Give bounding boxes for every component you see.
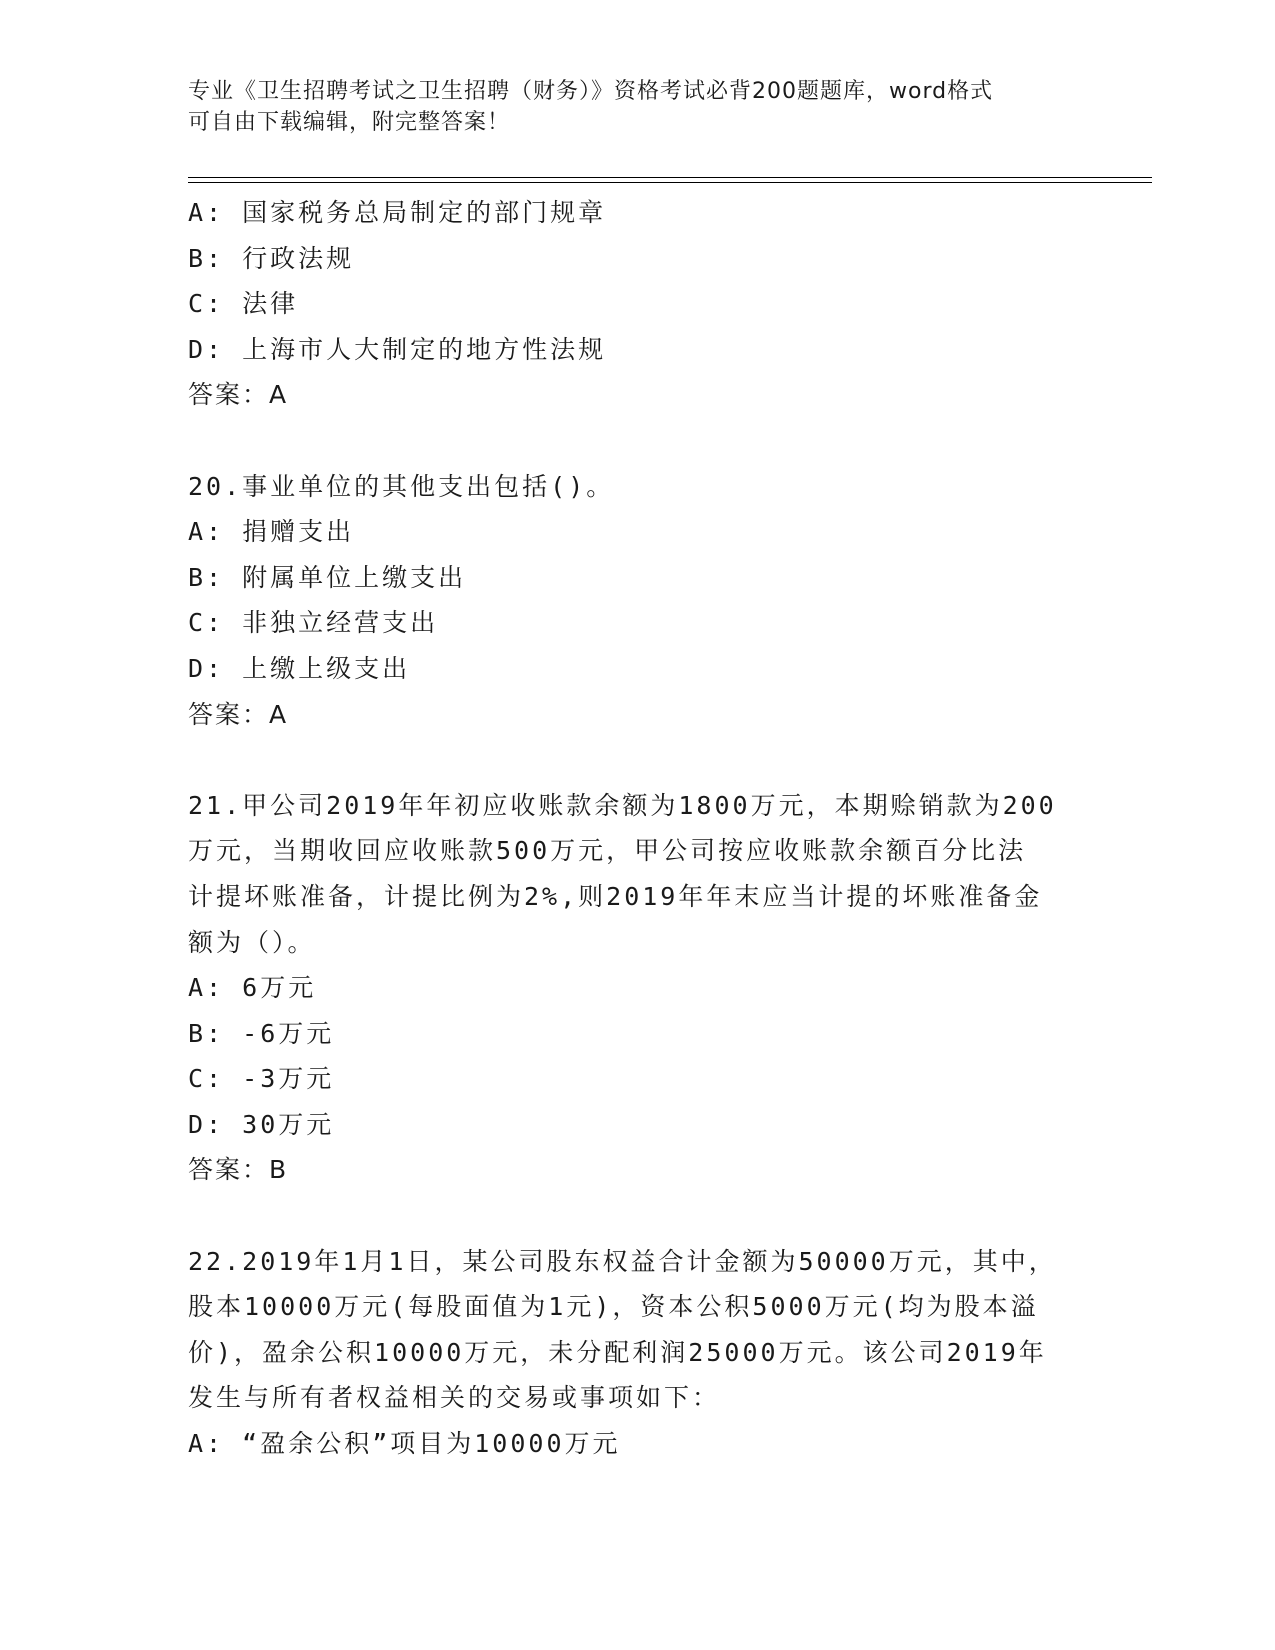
option-c: C: -3万元 <box>188 1064 335 1094</box>
question-text-line: 22.2019年1月1日，某公司股东权益合计金额为50000万元，其中， <box>188 1246 1057 1276</box>
question-text-line: 额为（）。 <box>188 927 316 957</box>
option-b: B: -6万元 <box>188 1018 335 1048</box>
question-20 <box>188 464 1068 738</box>
answer: 答案：B <box>188 1155 289 1185</box>
question-text-line: 价)，盈余公积10000万元，未分配利润25000万元。该公司2019年 <box>188 1337 1047 1367</box>
answer: 答案：A <box>188 380 289 410</box>
question-text-line: 股本10000万元(每股面值为1元)，资本公积5000万元(均为股本溢 <box>188 1292 1039 1322</box>
header-rule-bottom <box>188 182 1152 183</box>
question-text-line: 万元，当期收回应收账款500万元，甲公司按应收账款余额百分比法 <box>188 836 1027 866</box>
option-a: A: “盈余公积”项目为10000万元 <box>188 1429 621 1459</box>
question-19 <box>188 190 1068 418</box>
question-text-line: 21.甲公司2019年年初应收账款余额为1800万元，本期赊销款为200 <box>188 790 1057 820</box>
option-b: B: 行政法规 <box>188 243 355 273</box>
header-line-2: 可自由下载编辑，附完整答案！ <box>188 110 511 135</box>
option-d: D: 上缴上级支出 <box>188 653 411 683</box>
question-text-line: 发生与所有者权益相关的交易或事项如下： <box>188 1383 721 1413</box>
header-rule-top <box>188 177 1152 178</box>
question-list <box>188 190 1068 1467</box>
question-text-line: 计提坏账准备，计提比例为2%,则2019年年末应当计提的坏账准备金 <box>188 881 1043 911</box>
option-a: A: 国家税务总局制定的部门规章 <box>188 198 607 227</box>
answer: 答案：A <box>188 699 289 729</box>
header-line-1: 专业《卫生招聘考试之卫生招聘（财务）》资格考试必背200题题库，word格式 <box>188 79 994 104</box>
document-header <box>188 76 1068 138</box>
option-a: A: 6万元 <box>188 973 317 1003</box>
option-c: C: 非独立经营支出 <box>188 608 439 638</box>
option-a: A: 捐赠支出 <box>188 517 355 547</box>
question-text: 20.事业单位的其他支出包括()。 <box>188 471 615 501</box>
spacer <box>188 1193 1068 1239</box>
question-21 <box>188 783 1068 1193</box>
spacer <box>188 418 1068 464</box>
option-c: C: 法律 <box>188 289 299 319</box>
option-d: D: 30万元 <box>188 1109 335 1139</box>
option-b: B: 附属单位上缴支出 <box>188 562 467 592</box>
spacer <box>188 737 1068 783</box>
option-d: D: 上海市人大制定的地方性法规 <box>188 334 607 364</box>
question-22 <box>188 1239 1068 1467</box>
